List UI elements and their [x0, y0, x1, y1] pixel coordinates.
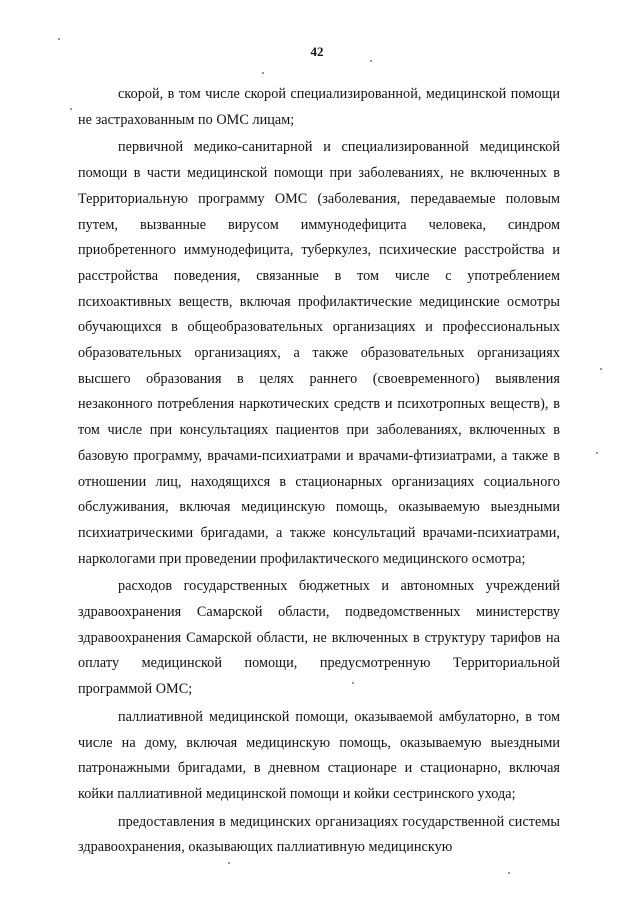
scan-speck	[600, 368, 602, 370]
scan-speck	[228, 862, 230, 864]
paragraph-institution-expenses: расходов государственных бюджетных и автономных учреждений здравоохранения Самарской области, подведомственных министерству здравоохранения Самарской области, не включенных в структуру тарифов на оплату медицинской помощи, предусмотренную Территориальной программой ОМС;	[78, 578, 560, 698]
paragraph-provision: предоставления в медицинских организациях государственной системы здравоохранения, оказывающих паллиативную медицинскую	[78, 813, 560, 856]
paragraph-ambulance-care: скорой, в том числе скорой специализированной, медицинской помощи не застрахованным по ОМС лицам;	[78, 86, 560, 128]
scan-speck	[262, 72, 264, 74]
scan-speck	[370, 60, 372, 62]
page-number: 42	[310, 44, 324, 59]
scan-speck	[352, 682, 354, 684]
scan-speck	[596, 452, 598, 454]
scan-speck	[508, 872, 510, 874]
scan-speck	[58, 38, 60, 40]
paragraph-primary-care: первичной медико-санитарной и специализированной медицинской помощи в части медицинской помощи при заболеваниях, не включенных в Территориальную программу ОМС (заболевания, передаваемые половым путем, вызванные вирусом иммунодефицита человека, синдром приобретенного иммунодефицита, туберкулез, психические расстройства и расстройства поведения, связанные в том числе с употреблением психоактивных веществ, включая профилактические медицинские осмотры обучающихся в общеобразовательных организациях и профессиональных образовательных организациях, а также образовательных организациях высшего образования в целях раннего (своевременного) выявления незаконного потребления наркотических средств и психотропных веществ), в том числе при консультациях пациентов при заболеваниях, включенных в базовую программу, врачами-психиатрами и врачами-фтизиатрами, а также в отношении лиц, находящихся в стационарных организациях социального обслуживания, включая медицинскую помощь, оказываемую выездными психиатрическими бригадами, а также консультаций врачами-психиатрами, наркологами при проведении профилактического медицинского осмотра;	[78, 139, 560, 567]
scan-speck	[70, 108, 72, 110]
paragraph-palliative-care: паллиативной медицинской помощи, оказываемой амбулаторно, в том числе на дому, включая медицинскую помощь, оказываемую выездными патронажными бригадами, в дневном стационаре и стационарно, включая койки паллиативной медицинской помощи и койки сестринского ухода;	[78, 708, 560, 802]
body-text	[78, 82, 560, 863]
